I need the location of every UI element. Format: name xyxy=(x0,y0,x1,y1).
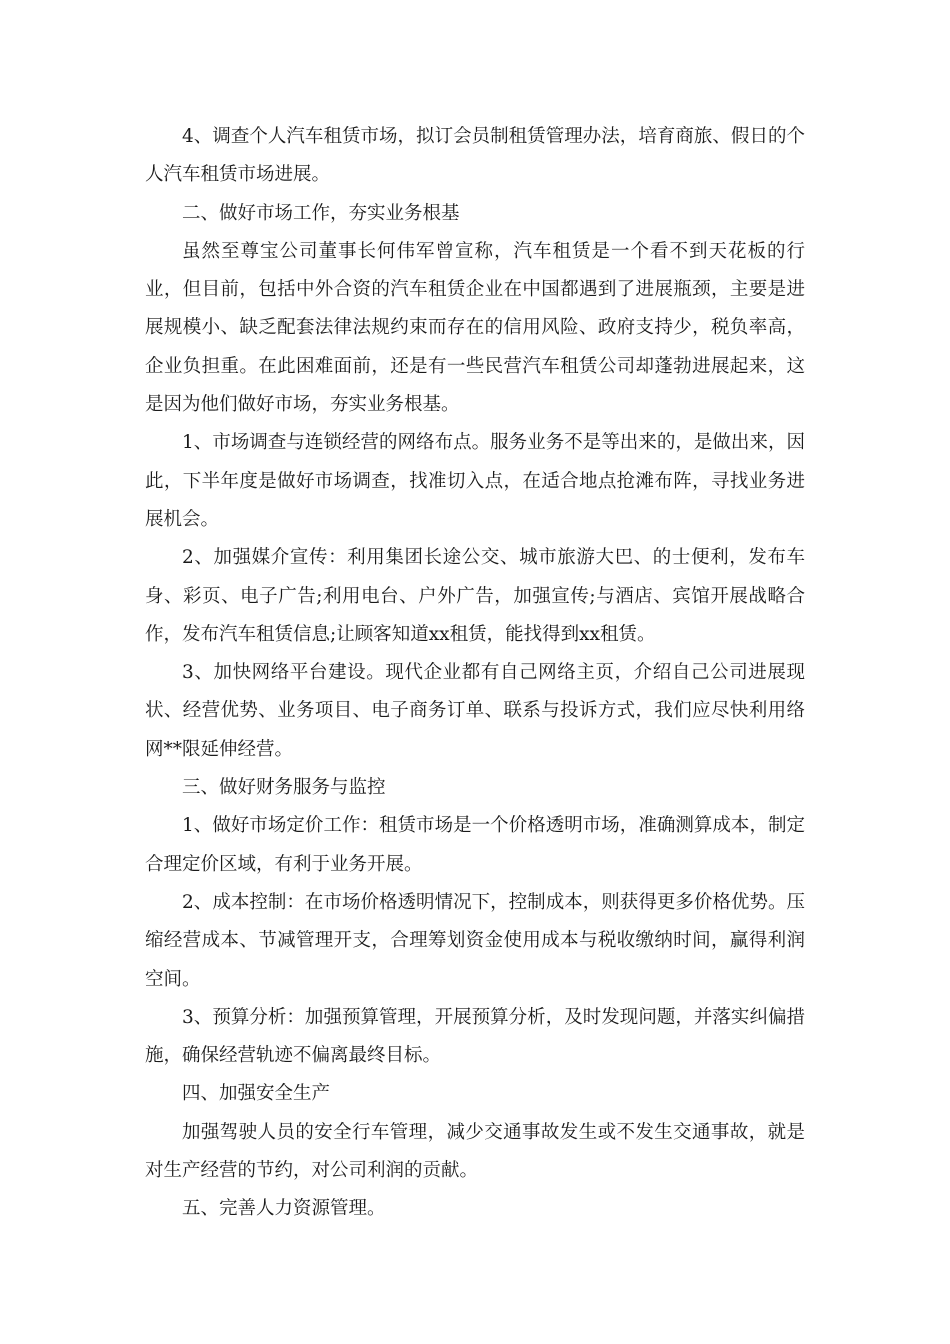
section-heading-finance: 三、做好财务服务与监控 xyxy=(182,777,386,799)
paragraph-pricing: 1、做好市场定价工作：租赁市场是一个价格透明市场，准确测算成本，制定合理定价区域，有利于业务开展。 xyxy=(145,815,805,875)
paragraph-online-platform: 3、加快网络平台建设。现代企业都有自己网络主页，介绍自己公司进展现状、经营优势、业务项目、电子商务订单、联系与投诉方式，我们应尽快利用络网**限延伸经营。 xyxy=(145,662,805,760)
paragraph-industry-overview: 虽然至尊宝公司董事长何伟军曾宣称，汽车租赁是一个看不到天花板的行业，但目前，包括中外合资的汽车租赁企业在中国都遇到了进展瓶颈，主要是进展规模小、缺乏配套法律法规约束而存在的信用风险、政府支持少，税负率高，企业负担重。在此困难面前，还是有一些民营汽车租赁公司却蓬勃进展起来，这是因为他们做好市场，夯实业务根基。 xyxy=(145,240,805,416)
section-heading-market-work: 二、做好市场工作，夯实业务根基 xyxy=(182,202,460,224)
paragraph-media-promotion: 2、加强媒介宣传：利用集团长途公交、城市旅游大巴、的士便利，发布车身、彩页、电子广告;利用电台、户外广告，加强宣传;与酒店、宾馆开展战略合作，发布汽车租赁信息;让顾客知道xx租赁，能找得到xx租赁。 xyxy=(145,547,805,645)
paragraph-item-4-personal-rental-market: 4、调查个人汽车租赁市场，拟订会员制租赁管理办法，培育商旅、假日的个人汽车租赁市场进展。 xyxy=(145,126,805,186)
document-body xyxy=(145,118,805,1229)
paragraph-cost-control: 2、成本控制：在市场价格透明情况下，控制成本，则获得更多价格优势。压缩经营成本、节减管理开支，合理筹划资金使用成本与税收缴纳时间，赢得利润空间。 xyxy=(145,891,805,990)
paragraph-budget-analysis: 3、预算分析：加强预算管理，开展预算分析，及时发现问题，并落实纠偏措施，确保经营轨迹不偏离最终目标。 xyxy=(145,1006,805,1067)
section-heading-safety: 四、加强安全生产 xyxy=(182,1083,331,1105)
section-heading-hr: 五、完善人力资源管理。 xyxy=(182,1198,386,1220)
paragraph-market-survey-network: 1、市场调查与连锁经营的网络布点。服务业务不是等出来的，是做出来，因此，下半年度是做好市场调查，找准切入点，在适合地点抢滩布阵，寻找业务进展机会。 xyxy=(145,432,805,530)
paragraph-driver-safety: 加强驾驶人员的安全行车管理，减少交通事故发生或不发生交通事故，就是对生产经营的节约，对公司利润的贡献。 xyxy=(145,1121,805,1182)
